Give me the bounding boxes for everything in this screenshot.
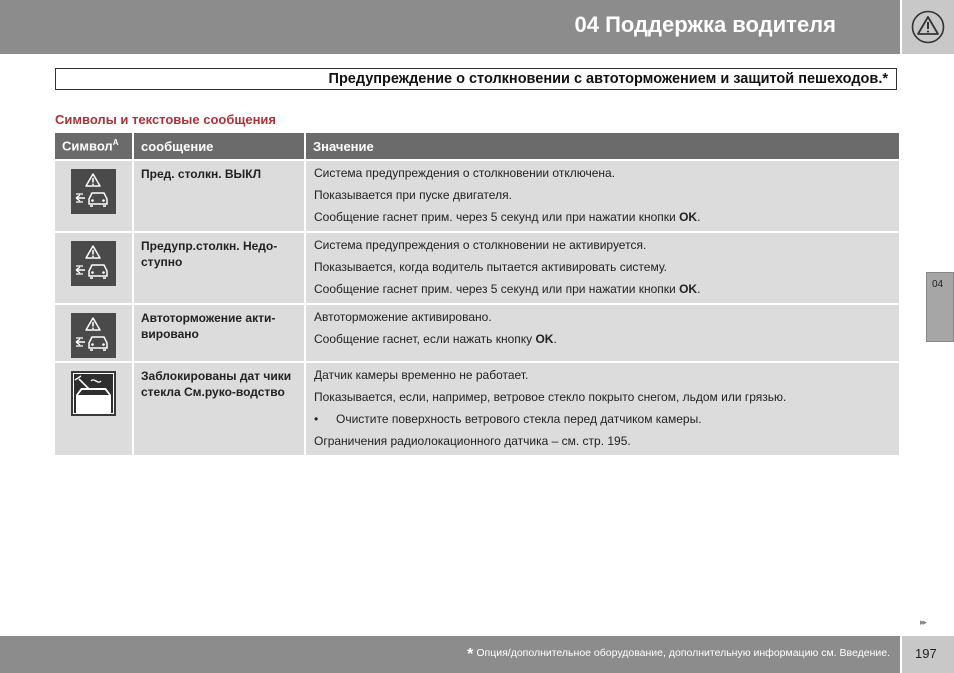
meaning-cell — [305, 304, 899, 362]
meaning-line: Система предупреждения о столкновении отключена. — [314, 166, 616, 180]
meaning-cell — [305, 160, 899, 232]
column-header-symbol: Символ$^A$ — [55, 133, 133, 160]
side-tab-label: 04 — [932, 279, 944, 290]
meaning-line: Сообщение гаснет прим. через 5 секунд или при нажатии кнопки OK. — [314, 210, 701, 224]
chapter-icon-box — [902, 0, 954, 54]
symbol-cell — [55, 160, 133, 232]
collision-warning-icon — [71, 169, 116, 214]
symbol-cell — [55, 362, 133, 455]
column-header-message: сообщение — [133, 133, 305, 160]
table-row — [55, 232, 899, 304]
column-header-meaning: Значение — [305, 133, 899, 160]
table-row — [55, 160, 899, 232]
collision-warning-icon — [71, 313, 116, 358]
meaning-cell — [305, 362, 899, 455]
collision-warning-icon — [71, 241, 116, 286]
section-title: Предупреждение о столкновении с автоторможением и защитой пешеходов.* — [328, 71, 888, 87]
table-row — [55, 304, 899, 362]
message-cell: Заблокированы дат чики стекла См.руко-водство — [133, 362, 305, 455]
page-number-box — [902, 636, 954, 673]
message-cell: Пред. столкн. ВЫКЛ — [133, 160, 305, 232]
page-number: 197 — [915, 646, 937, 661]
meaning-line: Система предупреждения о столкновении не активируется. — [314, 238, 647, 252]
meaning-line: Показывается, если, например, ветровое стекло покрыто снегом, льдом или грязью. — [314, 390, 787, 404]
footer-note: * Опция/дополнительное оборудование, дополнительную информацию см. Введение. — [467, 646, 890, 663]
bullet-item — [314, 412, 891, 427]
chapter-title: 04 Поддержка водителя — [574, 12, 836, 37]
footer-bar — [0, 636, 900, 673]
blocked-camera-icon — [71, 371, 116, 416]
meaning-line: Сообщение гаснет прим. через 5 секунд или при нажатии кнопки OK. — [314, 282, 701, 296]
message-cell: Автоторможение акти-вировано — [133, 304, 305, 362]
chapter-side-tab[interactable] — [926, 272, 954, 342]
meaning-line: Ограничения радиолокационного датчика – см. стр. 195. — [314, 434, 631, 448]
meaning-line: Сообщение гаснет, если нажать кнопку OK. — [314, 332, 557, 346]
next-page-arrow-icon[interactable]: ▸▸ — [920, 617, 926, 627]
section-title-box — [55, 68, 897, 90]
meaning-line: Показывается, когда водитель пытается активировать систему. — [314, 260, 667, 274]
bullet-text: Очистите поверхность ветрового стекла перед датчиком камеры. — [336, 412, 702, 426]
table-header-row — [55, 133, 899, 160]
warning-triangle-icon — [911, 10, 945, 44]
symbol-cell — [55, 232, 133, 304]
meaning-cell — [305, 232, 899, 304]
header-bar — [0, 0, 900, 54]
table-row — [55, 362, 899, 455]
bullet-dot: • — [314, 412, 319, 426]
symbols-table — [55, 133, 899, 455]
message-cell: Предупр.столкн. Недо-ступно — [133, 232, 305, 304]
meaning-line: Показывается при пуске двигателя. — [314, 188, 512, 202]
subheading: Символы и текстовые сообщения — [55, 112, 277, 127]
meaning-line: Датчик камеры временно не работает. — [314, 368, 529, 382]
symbol-cell — [55, 304, 133, 362]
meaning-line: Автоторможение активировано. — [314, 310, 492, 324]
